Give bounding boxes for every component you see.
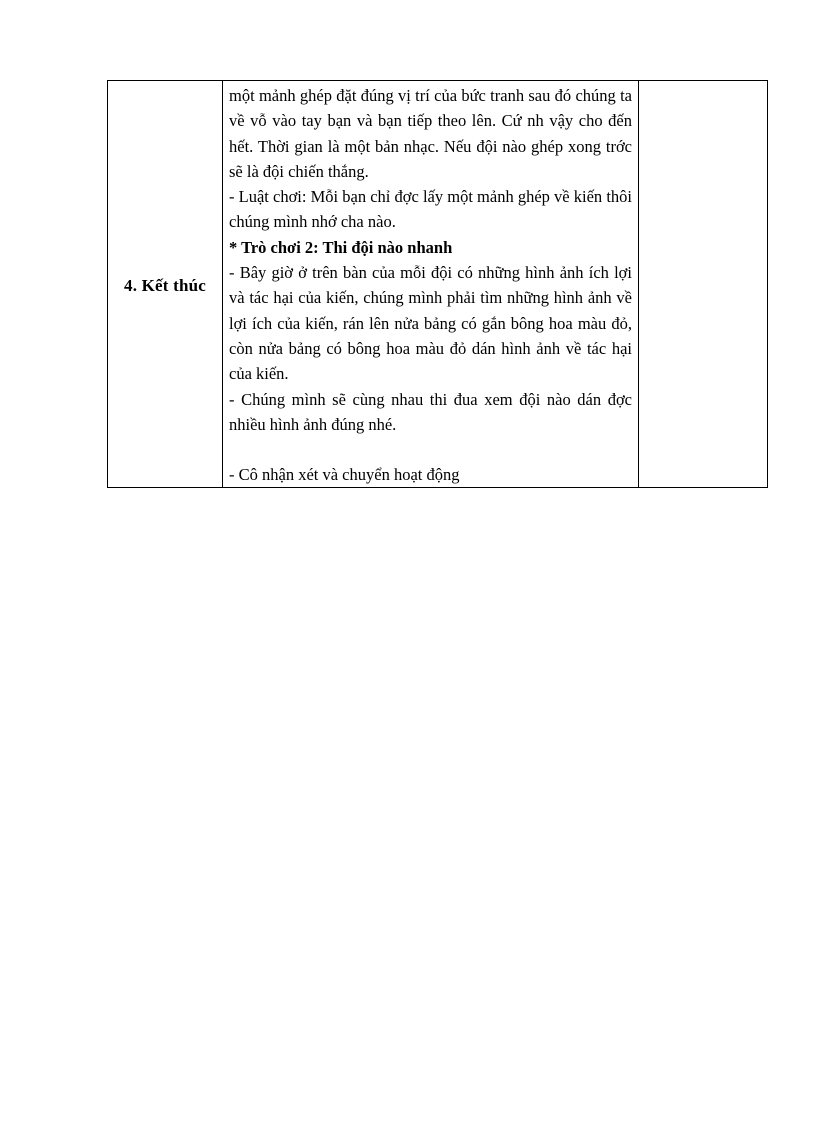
lesson-plan-table bbox=[107, 80, 768, 488]
activity-content bbox=[223, 81, 638, 487]
paragraph-conclusion: - Cô nhận xét và chuyển hoạt động bbox=[229, 465, 460, 485]
content-cell bbox=[223, 81, 639, 488]
notes-cell bbox=[639, 81, 768, 488]
paragraph-game-description: một mảnh ghép đặt đúng vị trí của bức tranh sau đó chúng ta về vỗ vào tay bạn và bạn tiếp theo lên. Cứ nh vậy cho đến hết. Thời gian là một bản nhạc. Nếu đội nào ghép xong trớc sẽ là đội chiến thắng. bbox=[229, 86, 632, 181]
paragraph-competition: - Chúng mình sẽ cùng nhau thi đua xem đội nào dán đợc nhiều hình ảnh đúng nhé. bbox=[229, 389, 632, 434]
section-cell bbox=[108, 81, 223, 488]
game-2-heading: * Trò chơi 2: Thi đội nào nhanh bbox=[229, 237, 453, 257]
section-label: 4. Kết thúc bbox=[124, 276, 206, 296]
table-row bbox=[108, 81, 768, 488]
paragraph-game-2-description: - Bây giờ ở trên bàn của mỗi đội có những hình ảnh ích lợi và tác hại của kiến, chúng mình phải tìm những hình ảnh về lợi ích của kiến, rán lên nửa bảng có gắn bông hoa màu đỏ, còn nửa bảng có bông hoa màu đỏ dán hình ảnh về tác hại của kiến. bbox=[229, 263, 632, 384]
blank-line bbox=[229, 437, 632, 462]
paragraph-rules: - Luật chơi: Mỗi bạn chỉ đợc lấy một mảnh ghép về kiến thôi chúng mình nhớ cha nào. bbox=[229, 187, 632, 232]
